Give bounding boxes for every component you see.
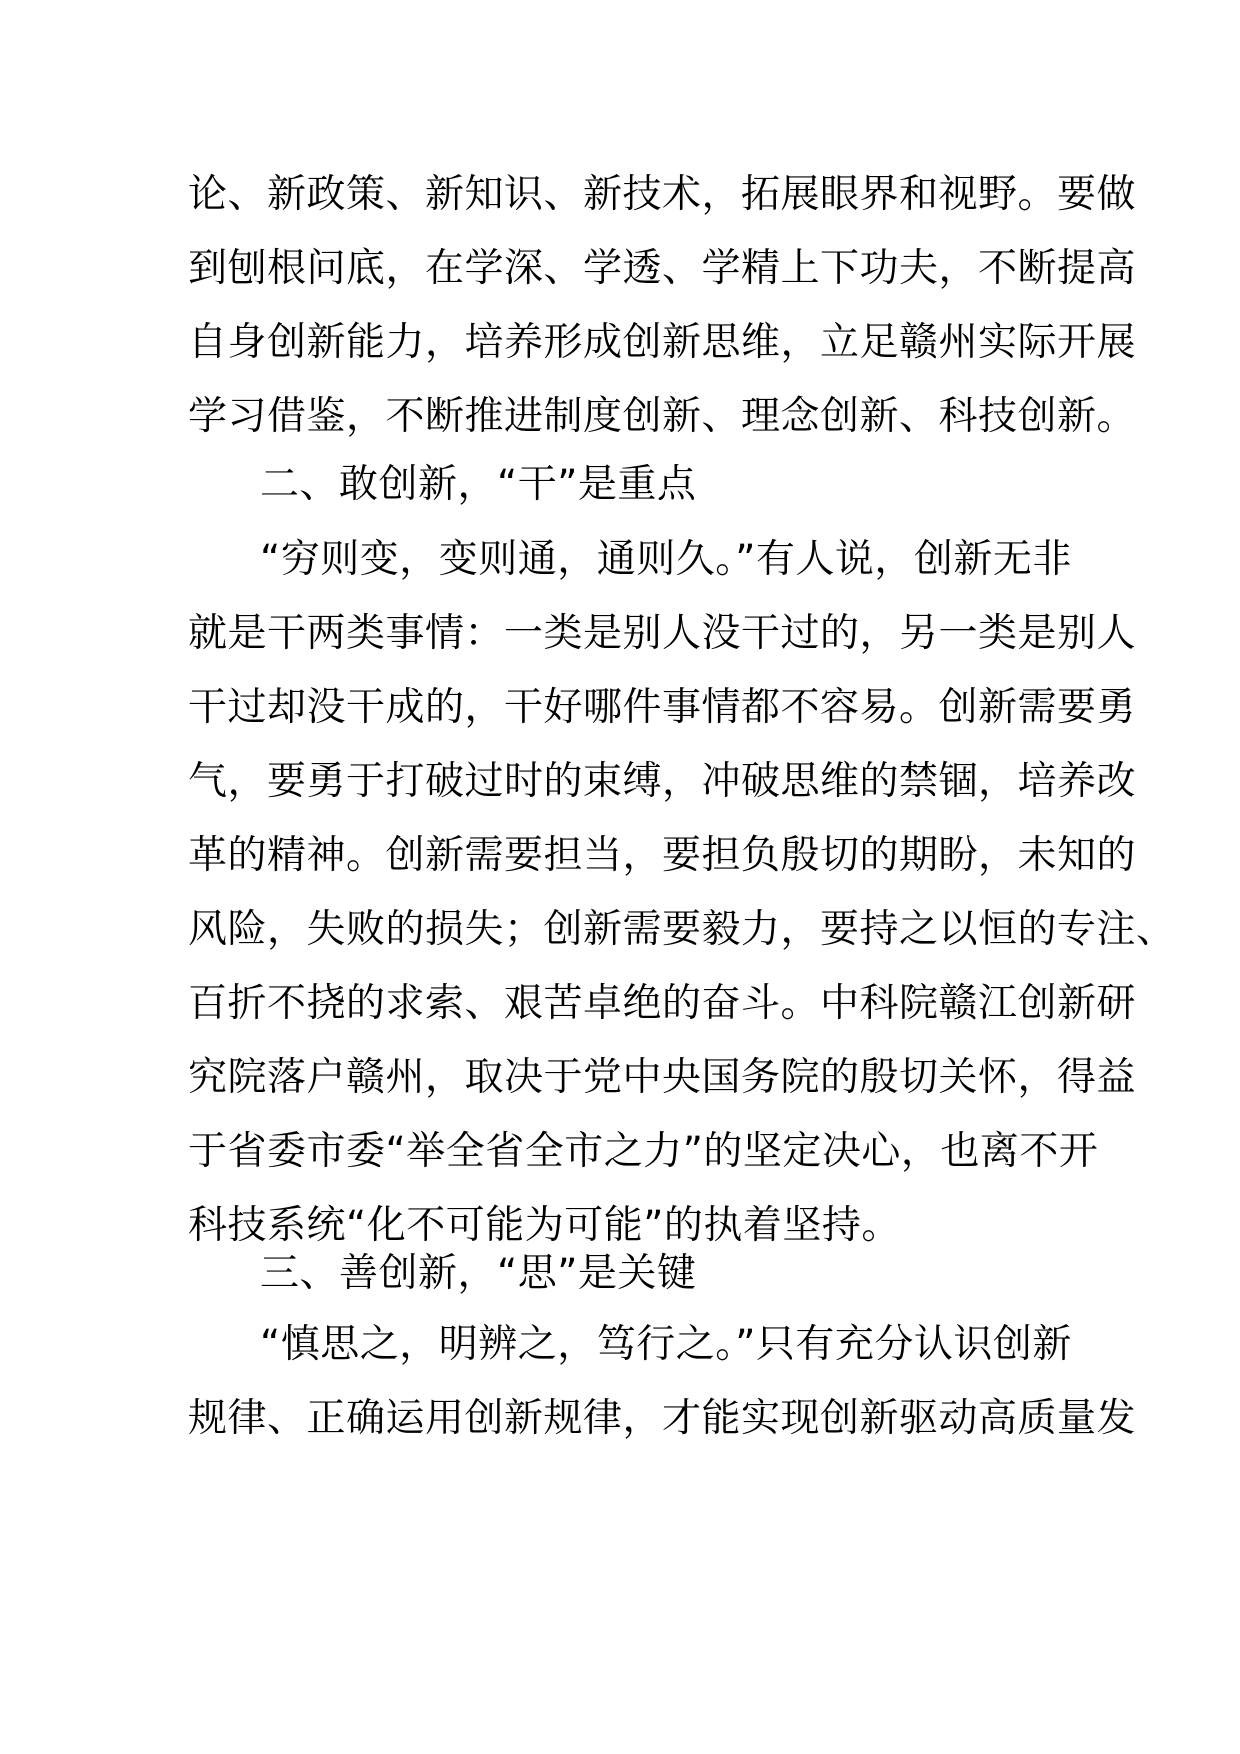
paragraph-line: 于省委市委“举全省全市之力”的坚定决心，也离不开 — [188, 1129, 1099, 1174]
paragraph-line: 百折不挠的求索、艰苦卓绝的奋斗。中科院赣江创新研 — [188, 981, 1137, 1026]
section-heading: 三、善创新，“思”是关键 — [260, 1251, 697, 1296]
paragraph-line: 究院落户赣州，取决于党中央国务院的殷切关怀，得益 — [188, 1055, 1137, 1100]
paragraph-3 — [188, 1308, 1137, 1456]
paragraph-line: 气，要勇于打破过时的束缚，冲破思维的禁锢，培养改 — [188, 759, 1137, 804]
paragraph-line: “慎思之，明辨之，笃行之。”只有充分认识创新 — [260, 1322, 1072, 1367]
paragraph-line: 自身创新能力，培养形成创新思维，立足赣州实际开展 — [188, 320, 1137, 365]
paragraph-line: 学习借鉴，不断推进制度创新、理念创新、科技创新。 — [188, 394, 1137, 439]
paragraph-line: 革的精神。创新需要担当，要担负殷切的期盼，未知的 — [188, 833, 1137, 878]
section-heading-3 — [188, 1237, 1068, 1311]
paragraph-line: 论、新政策、新知识、新技术，拓展眼界和视野。要做 — [188, 172, 1137, 217]
section-heading-2 — [188, 448, 1068, 522]
paragraph-line: 科技系统“化不可能为可能”的执着坚持。 — [188, 1203, 901, 1248]
paragraph-line: 干过却没干成的，干好哪件事情都不容易。创新需要勇 — [188, 685, 1137, 730]
paragraph-line: “穷则变，变则通，通则久。”有人说，创新无非 — [260, 537, 1072, 582]
paragraph-1 — [188, 158, 1137, 454]
paragraph-line: 风险，失败的损失；创新需要毅力，要持之以恒的专注、 — [188, 907, 1176, 952]
paragraph-line: 到刨根问底，在学深、学透、学精上下功夫，不断提高 — [188, 246, 1137, 291]
paragraph-2 — [188, 523, 1176, 1263]
section-heading: 二、敢创新，“干”是重点 — [260, 462, 697, 507]
paragraph-line: 规律、正确运用创新规律，才能实现创新驱动高质量发 — [188, 1396, 1137, 1441]
paragraph-line: 就是干两类事情：一类是别人没干过的，另一类是别人 — [188, 611, 1137, 656]
